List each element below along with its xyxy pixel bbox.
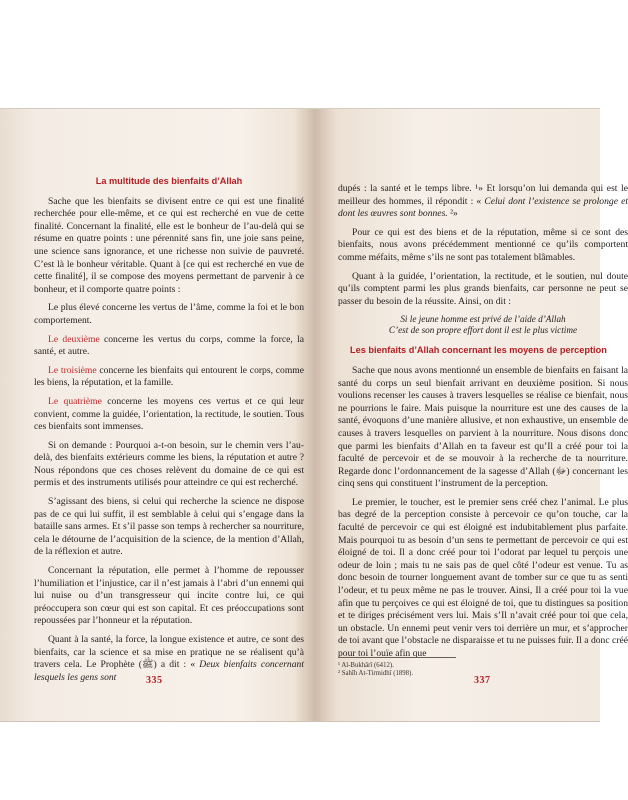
- paragraph: Sache que nous avons mentionné un ensemble de bienfaits en faisant la santé du corps un seul bienfait arrivant en deuxième position. Si nous voulions recenser les causes à travers lesquelles se réalise ce bienfait, nous ne pourrions le faire. Mais puisque la nourriture est une des causes de la santé, évoquons d’une manière allusive, et non exhaustive, un ensemble de causes à travers lesquelles on parvient à la nourriture. Nous disons donc que parmi les bienfaits d’Allah en ta faveur est qu’Il a créé pour toi la faculté de percevoir et de se mouvoir à la recherche de ta nourriture. Regarde donc l’ordonnancement de la sagesse d’Allah (ﷻ) concernant les cinq sens qui constituent l’instrument de la perception.: [338, 364, 628, 490]
- footnote-divider: [338, 657, 456, 658]
- footnote: ² Sahîh At-Tirmidhî (1898).: [338, 670, 414, 678]
- paragraph: Concernant la réputation, elle permet à l’homme de repousser l’humiliation et l’injustice, car il n’est jamais à l’abri d’un ennemi qui lui nuise ou d’un transgresseur qui incite contre lui, ce qui préoccupera son cœur qui est son capital. Et ces préoccupations sont repoussées par l’honneur et la réputation.: [34, 565, 304, 627]
- left-text-column: [34, 175, 304, 690]
- footnotes: [338, 662, 413, 679]
- paragraph: Si on demande : Pourquoi a-t-on besoin, sur le chemin vers l’au-delà, des bienfaits extérieurs comme les biens, la réputation et autre ? Nous répondons que ces choses relèvent du domaine de ce qui est permis et des instruments utilisés pour atteindre ce qui est recherché.: [34, 439, 304, 489]
- right-page-number: 337: [474, 675, 491, 686]
- ordinal-label: Le deuxième: [48, 333, 100, 345]
- paragraph: Quant à la santé, la force, la longue existence et autre, ce sont des bienfaits, car la science et sa mise en pratique ne se réalisent qu’à travers cela. Le Prophète (ﷺ) a dit : « Deux bienfaits concernant lesquels les gens sont: [34, 634, 304, 683]
- right-section-heading: Les bienfaits d’Allah concernant les moyens de perception: [350, 345, 607, 356]
- paragraph: Le troisième concerne les bienfaits qui entourent le corps, comme les biens, la réputation, et la famille.: [34, 364, 305, 389]
- right-page: [318, 109, 628, 721]
- left-section-heading: La multitude des bienfaits d’Allah: [95, 176, 243, 186]
- hadith-quote: Celui dont l’existence se prolonge et dont les œuvres sont bonnes.: [338, 195, 628, 220]
- paragraph: S’agissant des biens, si celui qui recherche la science ne dispose pas de ce qui lui suffit, il est semblable à celui qui s’engage dans la bataille sans armes. Et s’il passe son temps à rechercher sa nourriture, cela le détourne de l’acquisition de la science, de la mention d’Allah, de la réflexion et autre.: [34, 496, 304, 558]
- poem-verse: [338, 314, 628, 336]
- right-text-column: [338, 183, 628, 667]
- paragraph: Le deuxième concerne les vertus du corps, comme la force, la santé, et autre.: [34, 333, 304, 358]
- poem-line: Si le jeune homme est privé de l’aide d’Allah: [400, 314, 566, 325]
- paragraph: Le plus élevé concerne les vertus de l’âme, comme la foi et le bon comportement.: [34, 302, 304, 326]
- paragraph: Le premier, le toucher, est le premier sens créé chez l’animal. Le plus bas degré de la perception consiste à percevoir ce qu’on touche, car la faculté de percevoir ce qui est éloigné est indubitablement plus parfaite. Mais pourquoi tu as besoin d’un sens te permettant de percevoir ce qui est éloigné de toi. Il a donc créé pour toi l’odorat par lequel tu perçois une odeur de loin ; mais tu ne sais pas de quel côté l’odeur est venue. Tu as donc besoin de tourner longuement avant de tomber sur ce que tu as senti l’odeur, et tu peux même ne pas le trouver. Ainsi, Il a créé pour toi la vue afin que tu perçoives ce qui est éloigné de toi, que tu distingues sa position et te diriges précisément vers lui. Mais s’Il n’avait créé pour toi que cela, un obstacle. Un ennemi peut venir vers toi derrière un mur, et s’approcher de toi avant que l’obstacle ne disparaisse et tu ne puisses fuir. Il a donc créé pour toi l’ouïe afin que: [338, 496, 628, 659]
- paragraph: Sache que les bienfaits se divisent entre ce qui est une finalité recherchée pour elle-même, et ce qui est recherché en vue de cette finalité. Concernant la finalité, elle est le bonheur de l’au-delà qui se résume en quatre points : une pérennité sans fin, une joie sans peine, une science sans ignorance, et une richesse non suivie de pauvreté. C’est là le bonheur véritable. Quant à [ce qui est recherché en vue de cette finalité], il se compose des moyens permettant de parvenir à ce bonheur, et il comporte quatre points :: [34, 195, 304, 295]
- ordinal-label: Le troisième: [48, 364, 97, 376]
- hadith-quote: Deux bienfaits concernant lesquels les gens sont: [34, 659, 304, 683]
- ordinal-label: Le quatrième: [48, 395, 102, 407]
- footnote: ¹ Al-Bukhârî (6412).: [338, 662, 394, 669]
- paragraph: Quant à la guidée, l’orientation, la rectitude, et le soutien, nul doute qu’ils comptent parmi les plus grands bienfaits, car personne ne peut se passer du besoin de la réussite. Ainsi, on dit :: [338, 270, 628, 307]
- left-page-number: 335: [146, 675, 163, 686]
- left-page: [0, 109, 318, 721]
- book-spread: [0, 108, 628, 722]
- continued-paragraph: dupés : la santé et le temps libre. ¹» Et lorsqu’on lui demanda qui est le meilleur des hommes, il répondit : « Celui dont l’existence se prolonge et dont les œuvres sont bonnes. ²»: [338, 183, 628, 220]
- paragraph: Le quatrième concerne les moyens ces vertus et ce qui leur convient, comme la guidée, l’orientation, la rectitude, le soutien. Tous ces bienfaits sont immenses.: [34, 395, 304, 433]
- poem-line: C’est de son propre effort dont il est le plus victime: [388, 325, 578, 336]
- paragraph: Pour ce qui est des biens et de la réputation, même si ce sont des bienfaits, nous avons précédemment mentionné ce qu’ils comportent comme méfaits, même s’ils ne sont pas totalement blâmables.: [338, 226, 628, 263]
